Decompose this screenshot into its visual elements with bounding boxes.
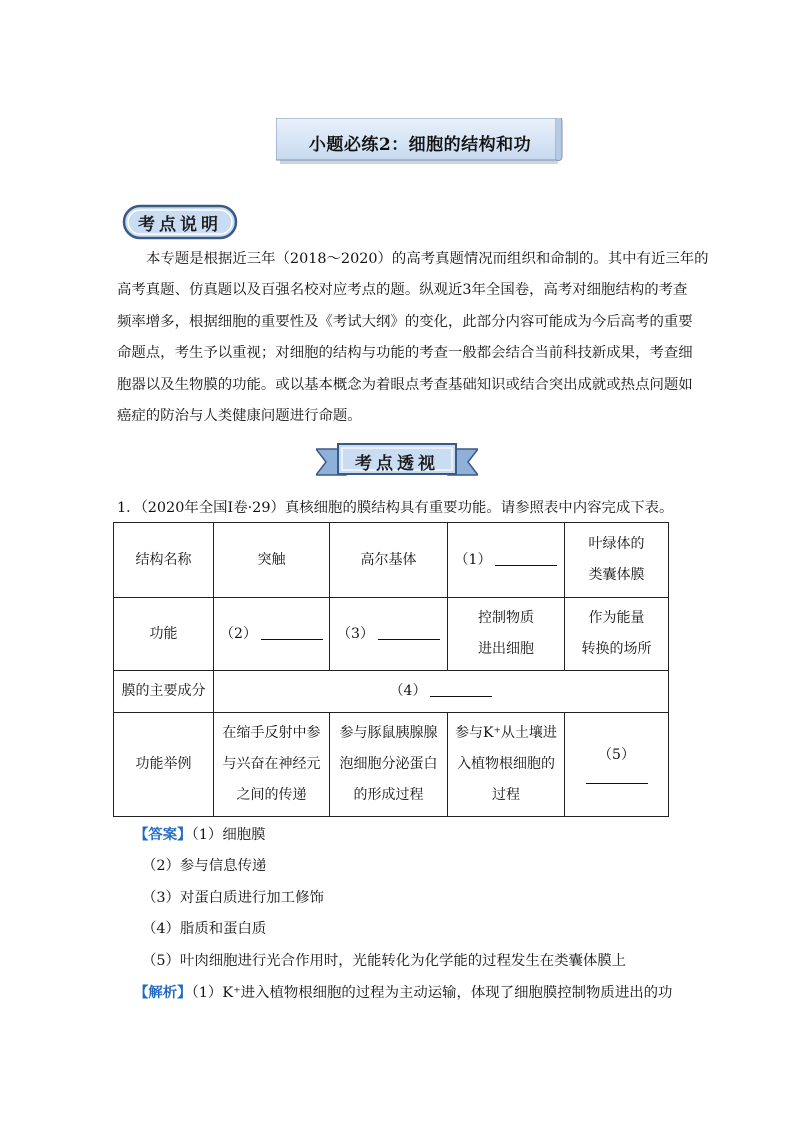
cell-line: 与兴奋在神经元 [222,756,321,772]
table-cell [214,671,669,713]
table-cell [448,598,565,671]
row-header: 结构名称 [114,523,214,598]
table-cell [330,713,448,817]
answer-line: （5）叶肉细胞进行光合作用时，光能转化为化学能的过程发生在类囊体膜上 [142,952,627,969]
analysis-line [134,977,682,1009]
blank-label: （5） [598,747,635,763]
cell-line: 参与豚鼠胰腺腺 [339,725,438,741]
cell-line: 作为能量 [588,610,645,626]
answer-line: （2）参与信息传递 [142,858,267,875]
cell-line: 的形成过程 [353,787,424,803]
table-cell [565,523,669,598]
cell-line: 进出细胞 [478,641,534,657]
cell-line: 参与K⁺从土壤进 [455,725,557,741]
answer-blank [261,625,323,640]
cell-line: 入植物根细胞的 [457,756,555,772]
table-cell: 突触 [214,523,330,598]
answer-blank [430,682,492,697]
table-row [114,523,669,598]
page-title: 小题必练2：细胞的结构和功 [308,135,532,155]
answer-blank [586,782,648,784]
section-badge-label: 考点说明 [138,215,222,235]
title-banner [276,118,564,166]
cell-line: 类囊体膜 [588,567,645,583]
intro-line: 高考真题、仿真题以及百强名校对应考点的题。纵观近3年全国卷，高考对细胞结构的考查 [117,282,688,299]
answer-blank [495,551,557,566]
answer-text: （1）细胞膜 [191,827,266,843]
table-cell [214,713,330,817]
intro-line: 命题点，考生予以重视；对细胞的结构与功能的考查一般都会结合当前科技新成果，考查细 [117,345,693,362]
row-header: 功能举例 [114,713,214,817]
blank-label: （1） [454,551,492,568]
answer-section [134,819,682,1009]
cell-line: 控制物质 [478,610,534,626]
intro-line: 频率增多，根据细胞的重要性及《考试大纲》的变化，此部分内容可能成为今后高考的重要 [117,313,693,330]
cell-line: 叶绿体的 [588,536,645,552]
table-cell [565,598,669,671]
intro-line: 胞器以及生物膜的功能。或以基本概念为着眼点考查基础知识或结合突出成就或热点问题如 [117,376,693,393]
table-cell [214,598,330,671]
cell-line: 之间的传递 [236,787,307,803]
answer-line [134,819,682,851]
section-badge-exam-points [122,204,238,240]
row-header: 功能 [114,598,214,671]
section-badge-label: 考点透视 [355,454,439,474]
question-1: 1．（2020年全国I卷·29）真核细胞的膜结构具有重要功能。请参照表中内容完成下表。 [117,500,674,516]
table-cell [448,523,565,598]
cell-line: 转换的场所 [581,641,652,657]
membrane-table [113,522,669,817]
cell-line: 在缩手反射中参 [222,725,321,741]
intro-line: 癌症的防治与人类健康问题进行命题。 [117,408,362,425]
answer-line: （4）脂质和蛋白质 [142,921,267,938]
table-cell: 高尔基体 [330,523,448,598]
analysis-text: （1）K⁺进入植物根细胞的过程为主动运输，体现了细胞膜控制物质进出的功 [191,985,673,1002]
table-cell [330,598,448,671]
row-header: 膜的主要成分 [114,671,214,713]
blank-label: （4） [389,683,427,699]
section-badge-perspective [316,441,478,479]
cell-line: 泡细胞分泌蛋白 [339,756,438,772]
table-cell [448,713,565,817]
table-row [114,671,669,713]
intro-paragraph [117,244,709,432]
answer-blank [378,625,440,640]
cell-line: 过程 [492,787,520,803]
answer-tag: 【答案】 [134,826,192,843]
table-cell [565,713,669,817]
table-row [114,598,669,671]
analysis-tag: 【解析】 [134,984,192,1002]
intro-line: 本专题是根据近三年（2018～2020）的高考真题情况而组织和命制的。其中有近三年的 [146,251,709,267]
table-row [114,713,669,817]
blank-label: （3） [337,625,374,642]
answer-line: （3）对蛋白质进行加工修饰 [142,889,324,906]
blank-label: （2） [220,625,257,642]
